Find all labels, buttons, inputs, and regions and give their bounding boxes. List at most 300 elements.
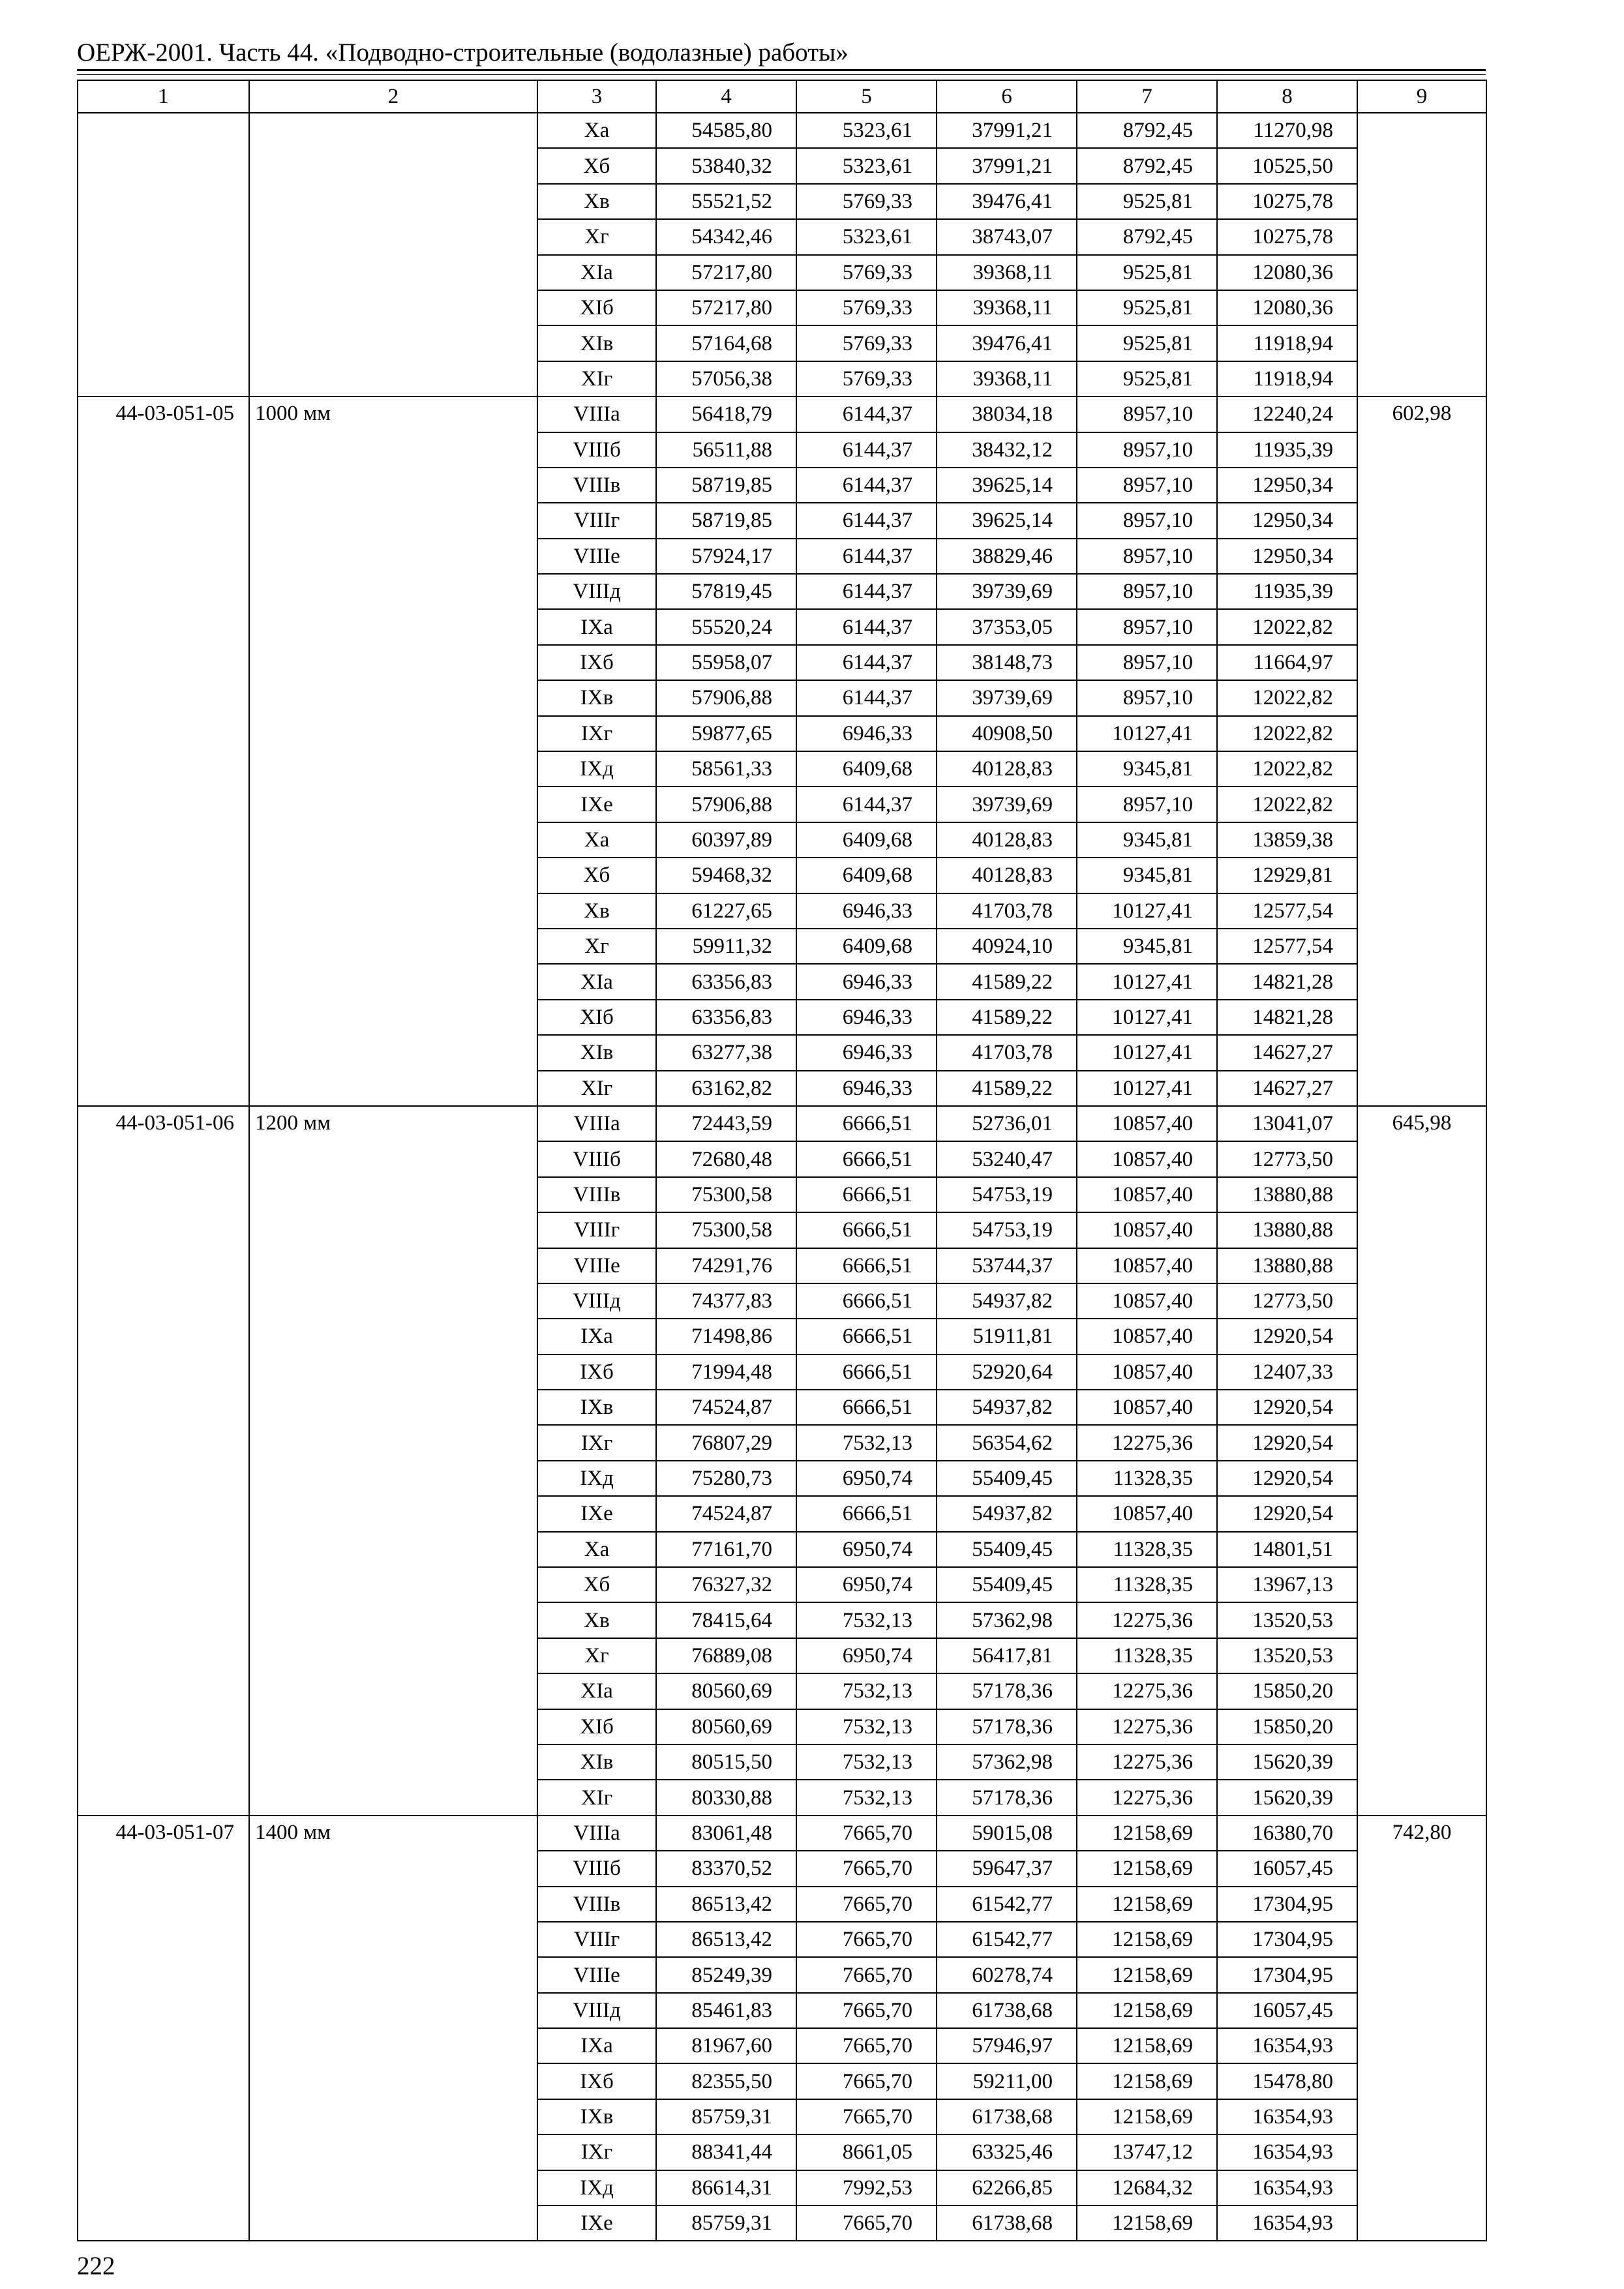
value-cell: 39739,69 (937, 786, 1077, 822)
category-cell: VIIIе (537, 539, 656, 574)
category-cell: IXа (537, 609, 656, 644)
value-cell: 63356,83 (656, 964, 796, 999)
value-cell: 56354,62 (937, 1425, 1077, 1460)
value-cell: 86513,42 (656, 1922, 796, 1957)
column-9-cell: 645,98 (1357, 1106, 1486, 1816)
value-cell: 6666,51 (796, 1106, 937, 1141)
category-cell: XIг (537, 361, 656, 396)
value-cell: 6144,37 (796, 786, 937, 822)
value-cell: 57906,88 (656, 680, 796, 715)
value-cell: 85249,39 (656, 1957, 796, 1992)
value-cell: 74524,87 (656, 1496, 796, 1531)
value-cell: 57362,98 (937, 1602, 1077, 1638)
value-cell: 41703,78 (937, 893, 1077, 929)
value-cell: 10275,78 (1217, 219, 1357, 254)
value-cell: 40924,10 (937, 929, 1077, 964)
value-cell: 56418,79 (656, 396, 796, 432)
value-cell: 15478,80 (1217, 2063, 1357, 2099)
value-cell: 11328,35 (1077, 1638, 1217, 1673)
value-cell: 75300,58 (656, 1212, 796, 1248)
category-cell: IXд (537, 1461, 656, 1496)
value-cell: 7665,70 (796, 2206, 937, 2241)
column-number-row (78, 80, 1486, 113)
value-cell: 8957,10 (1077, 786, 1217, 822)
value-cell: 12275,36 (1077, 1673, 1217, 1709)
value-cell: 55521,52 (656, 184, 796, 219)
value-cell: 12158,69 (1077, 2099, 1217, 2134)
value-cell: 16354,93 (1217, 2206, 1357, 2241)
value-cell: 6144,37 (796, 645, 937, 680)
value-cell: 63356,83 (656, 1000, 796, 1035)
value-cell: 88341,44 (656, 2134, 796, 2170)
value-cell: 11918,94 (1217, 325, 1357, 361)
category-cell: VIIIд (537, 574, 656, 609)
column-9-cell: 742,80 (1357, 1816, 1486, 2241)
value-cell: 6666,51 (796, 1177, 937, 1212)
value-cell: 16354,93 (1217, 2170, 1357, 2206)
value-cell: 58719,85 (656, 468, 796, 503)
category-cell: VIIIд (537, 1283, 656, 1319)
value-cell: 12684,32 (1077, 2170, 1217, 2206)
diameter-cell: 1200 мм (249, 1106, 537, 1816)
value-cell: 12920,54 (1217, 1390, 1357, 1425)
category-cell: Xв (537, 1602, 656, 1638)
value-cell: 12158,69 (1077, 1887, 1217, 1922)
value-cell: 11270,98 (1217, 113, 1357, 148)
value-cell: 5769,33 (796, 255, 937, 290)
value-cell: 37991,21 (937, 113, 1077, 148)
value-cell: 6950,74 (796, 1638, 937, 1673)
value-cell: 75300,58 (656, 1177, 796, 1212)
column-header: 5 (796, 80, 937, 113)
category-cell: Xб (537, 1567, 656, 1602)
value-cell: 6666,51 (796, 1354, 937, 1390)
rate-code-cell: 44-03-051-07 (78, 1816, 249, 2241)
value-cell: 54753,19 (937, 1177, 1077, 1212)
value-cell: 6144,37 (796, 574, 937, 609)
table-body (78, 113, 1486, 2241)
value-cell: 51911,81 (937, 1319, 1077, 1354)
value-cell: 5323,61 (796, 219, 937, 254)
value-cell: 58719,85 (656, 503, 796, 538)
value-cell: 61542,77 (937, 1887, 1077, 1922)
value-cell: 10857,40 (1077, 1283, 1217, 1319)
value-cell: 17304,95 (1217, 1922, 1357, 1957)
value-cell: 12920,54 (1217, 1496, 1357, 1531)
value-cell: 12275,36 (1077, 1602, 1217, 1638)
value-cell: 39368,11 (937, 255, 1077, 290)
value-cell: 13859,38 (1217, 822, 1357, 858)
value-cell: 6409,68 (796, 929, 937, 964)
value-cell: 5769,33 (796, 184, 937, 219)
value-cell: 55409,45 (937, 1532, 1077, 1567)
value-cell: 13041,07 (1217, 1106, 1357, 1141)
value-cell: 86614,31 (656, 2170, 796, 2206)
value-cell: 41589,22 (937, 964, 1077, 999)
column-header: 7 (1077, 80, 1217, 113)
value-cell: 85759,31 (656, 2099, 796, 2134)
category-cell: VIIIг (537, 503, 656, 538)
category-cell: VIIIд (537, 1993, 656, 2028)
category-cell: VIIIе (537, 1248, 656, 1283)
value-cell: 9525,81 (1077, 361, 1217, 396)
value-cell: 10857,40 (1077, 1106, 1217, 1141)
category-cell: XIв (537, 1744, 656, 1780)
value-cell: 12920,54 (1217, 1461, 1357, 1496)
value-cell: 9345,81 (1077, 929, 1217, 964)
value-cell: 6144,37 (796, 680, 937, 715)
value-cell: 57362,98 (937, 1744, 1077, 1780)
value-cell: 61542,77 (937, 1922, 1077, 1957)
value-cell: 6144,37 (796, 396, 937, 432)
category-cell: Xб (537, 148, 656, 183)
value-cell: 12158,69 (1077, 2028, 1217, 2063)
category-cell: XIб (537, 290, 656, 325)
value-cell: 7665,70 (796, 1887, 937, 1922)
value-cell: 10857,40 (1077, 1177, 1217, 1212)
value-cell: 8792,45 (1077, 148, 1217, 183)
value-cell: 8957,10 (1077, 468, 1217, 503)
value-cell: 55958,07 (656, 645, 796, 680)
value-cell: 12158,69 (1077, 1816, 1217, 1851)
rate-code-cell: 44-03-051-06 (78, 1106, 249, 1816)
value-cell: 16354,93 (1217, 2134, 1357, 2170)
category-cell: VIIIв (537, 1887, 656, 1922)
value-cell: 54937,82 (937, 1390, 1077, 1425)
value-cell: 53240,47 (937, 1141, 1077, 1176)
category-cell: IXг (537, 716, 656, 751)
value-cell: 55409,45 (937, 1461, 1077, 1496)
column-9-cell (1357, 113, 1486, 396)
value-cell: 12275,36 (1077, 1709, 1217, 1744)
value-cell: 57924,17 (656, 539, 796, 574)
value-cell: 6666,51 (796, 1390, 937, 1425)
value-cell: 13880,88 (1217, 1177, 1357, 1212)
value-cell: 12158,69 (1077, 2063, 1217, 2099)
category-cell: VIIIг (537, 1212, 656, 1248)
value-cell: 58561,33 (656, 751, 796, 786)
value-cell: 55520,24 (656, 609, 796, 644)
value-cell: 14627,27 (1217, 1035, 1357, 1070)
column-header: 9 (1357, 80, 1486, 113)
value-cell: 74377,83 (656, 1283, 796, 1319)
value-cell: 56511,88 (656, 432, 796, 468)
value-cell: 10857,40 (1077, 1319, 1217, 1354)
value-cell: 71994,48 (656, 1354, 796, 1390)
category-cell: Xв (537, 893, 656, 929)
value-cell: 38829,46 (937, 539, 1077, 574)
value-cell: 85461,83 (656, 1993, 796, 2028)
value-cell: 55409,45 (937, 1567, 1077, 1602)
value-cell: 6946,33 (796, 964, 937, 999)
category-cell: Xа (537, 113, 656, 148)
value-cell: 74291,76 (656, 1248, 796, 1283)
value-cell: 10857,40 (1077, 1390, 1217, 1425)
value-cell: 57217,80 (656, 290, 796, 325)
value-cell: 57178,36 (937, 1780, 1077, 1815)
category-cell: VIIIб (537, 432, 656, 468)
value-cell: 7665,70 (796, 2063, 937, 2099)
value-cell: 6946,33 (796, 1071, 937, 1106)
value-cell: 14801,51 (1217, 1532, 1357, 1567)
value-cell: 12158,69 (1077, 1993, 1217, 2028)
category-cell: VIIIа (537, 1106, 656, 1141)
column-header: 1 (78, 80, 249, 113)
value-cell: 13880,88 (1217, 1248, 1357, 1283)
value-cell: 61738,68 (937, 1993, 1077, 2028)
category-cell: VIIIе (537, 1957, 656, 1992)
value-cell: 6144,37 (796, 609, 937, 644)
value-cell: 10275,78 (1217, 184, 1357, 219)
document-title: ОЕРЖ-2001. Часть 44. «Подводно-строительные (водолазные) работы» (77, 38, 849, 67)
value-cell: 41589,22 (937, 1071, 1077, 1106)
value-cell: 56417,81 (937, 1638, 1077, 1673)
value-cell: 14821,28 (1217, 964, 1357, 999)
value-cell: 85759,31 (656, 2206, 796, 2241)
value-cell: 10857,40 (1077, 1496, 1217, 1531)
value-cell: 12773,50 (1217, 1283, 1357, 1319)
value-cell: 12158,69 (1077, 1957, 1217, 1992)
value-cell: 6666,51 (796, 1319, 937, 1354)
category-cell: VIIIв (537, 468, 656, 503)
category-cell: IXг (537, 2134, 656, 2170)
category-cell: IXе (537, 1496, 656, 1531)
value-cell: 16057,45 (1217, 1851, 1357, 1886)
value-cell: 12773,50 (1217, 1141, 1357, 1176)
value-cell: 40908,50 (937, 716, 1077, 751)
value-cell: 62266,85 (937, 2170, 1077, 2206)
value-cell: 12022,82 (1217, 716, 1357, 751)
category-cell: IXа (537, 1319, 656, 1354)
category-cell: IXв (537, 1390, 656, 1425)
value-cell: 39476,41 (937, 184, 1077, 219)
column-header: 3 (537, 80, 656, 113)
value-cell: 82355,50 (656, 2063, 796, 2099)
value-cell: 71498,86 (656, 1319, 796, 1354)
value-cell: 59877,65 (656, 716, 796, 751)
value-cell: 59015,08 (937, 1816, 1077, 1851)
value-cell: 57906,88 (656, 786, 796, 822)
category-cell: Xб (537, 858, 656, 893)
category-cell: XIг (537, 1071, 656, 1106)
value-cell: 7665,70 (796, 1993, 937, 2028)
category-cell: VIIIг (537, 1922, 656, 1957)
value-cell: 41703,78 (937, 1035, 1077, 1070)
value-cell: 8957,10 (1077, 539, 1217, 574)
value-cell: 15850,20 (1217, 1709, 1357, 1744)
value-cell: 72680,48 (656, 1141, 796, 1176)
category-cell: IXв (537, 680, 656, 715)
value-cell: 10127,41 (1077, 964, 1217, 999)
value-cell: 72443,59 (656, 1106, 796, 1141)
value-cell: 15620,39 (1217, 1744, 1357, 1780)
value-cell: 17304,95 (1217, 1957, 1357, 1992)
value-cell: 8792,45 (1077, 113, 1217, 148)
category-cell: IXб (537, 2063, 656, 2099)
value-cell: 12022,82 (1217, 609, 1357, 644)
value-cell: 54342,46 (656, 219, 796, 254)
value-cell: 76807,29 (656, 1425, 796, 1460)
value-cell: 10127,41 (1077, 1071, 1217, 1106)
value-cell: 11328,35 (1077, 1567, 1217, 1602)
category-cell: IXд (537, 2170, 656, 2206)
table-row (78, 396, 1486, 432)
value-cell: 10857,40 (1077, 1141, 1217, 1176)
value-cell: 12022,82 (1217, 786, 1357, 822)
category-cell: XIа (537, 1673, 656, 1709)
category-cell: XIг (537, 1780, 656, 1815)
category-cell: VIIIа (537, 396, 656, 432)
value-cell: 57946,97 (937, 2028, 1077, 2063)
value-cell: 12577,54 (1217, 929, 1357, 964)
category-cell: XIв (537, 325, 656, 361)
value-cell: 12950,34 (1217, 503, 1357, 538)
category-cell: IXв (537, 2099, 656, 2134)
value-cell: 53840,32 (656, 148, 796, 183)
diameter-cell (249, 113, 537, 396)
value-cell: 12275,36 (1077, 1780, 1217, 1815)
value-cell: 6950,74 (796, 1461, 937, 1496)
value-cell: 12920,54 (1217, 1425, 1357, 1460)
value-cell: 60278,74 (937, 1957, 1077, 1992)
category-cell: VIIIб (537, 1141, 656, 1176)
value-cell: 37353,05 (937, 609, 1077, 644)
value-cell: 6946,33 (796, 1000, 937, 1035)
category-cell: XIв (537, 1035, 656, 1070)
value-cell: 7665,70 (796, 1922, 937, 1957)
value-cell: 76889,08 (656, 1638, 796, 1673)
header-rule-thin (77, 74, 1486, 75)
value-cell: 54937,82 (937, 1496, 1077, 1531)
rates-table (77, 80, 1487, 2241)
value-cell: 7532,13 (796, 1673, 937, 1709)
value-cell: 78415,64 (656, 1602, 796, 1638)
value-cell: 39625,14 (937, 468, 1077, 503)
value-cell: 54753,19 (937, 1212, 1077, 1248)
value-cell: 40128,83 (937, 858, 1077, 893)
value-cell: 38743,07 (937, 219, 1077, 254)
value-cell: 63325,46 (937, 2134, 1077, 2170)
value-cell: 6666,51 (796, 1212, 937, 1248)
value-cell: 11328,35 (1077, 1532, 1217, 1567)
value-cell: 77161,70 (656, 1532, 796, 1567)
value-cell: 14627,27 (1217, 1071, 1357, 1106)
column-header: 4 (656, 80, 796, 113)
value-cell: 40128,83 (937, 751, 1077, 786)
value-cell: 10857,40 (1077, 1212, 1217, 1248)
value-cell: 8957,10 (1077, 432, 1217, 468)
value-cell: 12929,81 (1217, 858, 1357, 893)
value-cell: 10127,41 (1077, 893, 1217, 929)
category-cell: Xа (537, 1532, 656, 1567)
column-header: 2 (249, 80, 537, 113)
value-cell: 8957,10 (1077, 396, 1217, 432)
rate-code-cell (78, 113, 249, 396)
value-cell: 5769,33 (796, 290, 937, 325)
table-row (78, 1106, 1486, 1141)
value-cell: 80560,69 (656, 1709, 796, 1744)
value-cell: 38034,18 (937, 396, 1077, 432)
value-cell: 11918,94 (1217, 361, 1357, 396)
value-cell: 54585,80 (656, 113, 796, 148)
value-cell: 12022,82 (1217, 680, 1357, 715)
value-cell: 6666,51 (796, 1283, 937, 1319)
category-cell: IXб (537, 645, 656, 680)
value-cell: 10127,41 (1077, 1000, 1217, 1035)
value-cell: 57178,36 (937, 1709, 1077, 1744)
value-cell: 13747,12 (1077, 2134, 1217, 2170)
value-cell: 7665,70 (796, 1851, 937, 1886)
value-cell: 41589,22 (937, 1000, 1077, 1035)
value-cell: 7532,13 (796, 1744, 937, 1780)
diameter-cell: 1000 мм (249, 396, 537, 1106)
value-cell: 76327,32 (656, 1567, 796, 1602)
value-cell: 12275,36 (1077, 1744, 1217, 1780)
value-cell: 6666,51 (796, 1141, 937, 1176)
value-cell: 12577,54 (1217, 893, 1357, 929)
category-cell: IXг (537, 1425, 656, 1460)
value-cell: 52736,01 (937, 1106, 1077, 1141)
value-cell: 13520,53 (1217, 1602, 1357, 1638)
diameter-cell: 1400 мм (249, 1816, 537, 2241)
value-cell: 57819,45 (656, 574, 796, 609)
value-cell: 60397,89 (656, 822, 796, 858)
value-cell: 12158,69 (1077, 2206, 1217, 2241)
value-cell: 8957,10 (1077, 645, 1217, 680)
value-cell: 12240,24 (1217, 396, 1357, 432)
value-cell: 61227,65 (656, 893, 796, 929)
value-cell: 86513,42 (656, 1887, 796, 1922)
value-cell: 83370,52 (656, 1851, 796, 1886)
value-cell: 6946,33 (796, 716, 937, 751)
value-cell: 7532,13 (796, 1425, 937, 1460)
value-cell: 59211,00 (937, 2063, 1077, 2099)
value-cell: 7665,70 (796, 2028, 937, 2063)
value-cell: 13880,88 (1217, 1212, 1357, 1248)
category-cell: Xг (537, 219, 656, 254)
value-cell: 12158,69 (1077, 1922, 1217, 1957)
value-cell: 7532,13 (796, 1709, 937, 1744)
value-cell: 5769,33 (796, 325, 937, 361)
value-cell: 11935,39 (1217, 432, 1357, 468)
value-cell: 57164,68 (656, 325, 796, 361)
value-cell: 63277,38 (656, 1035, 796, 1070)
value-cell: 15850,20 (1217, 1673, 1357, 1709)
value-cell: 13967,13 (1217, 1567, 1357, 1602)
value-cell: 7992,53 (796, 2170, 937, 2206)
value-cell: 54937,82 (937, 1283, 1077, 1319)
value-cell: 12080,36 (1217, 255, 1357, 290)
value-cell: 7665,70 (796, 1957, 937, 1992)
value-cell: 6409,68 (796, 751, 937, 786)
value-cell: 83061,48 (656, 1816, 796, 1851)
category-cell: IXа (537, 2028, 656, 2063)
value-cell: 5769,33 (796, 361, 937, 396)
value-cell: 12920,54 (1217, 1319, 1357, 1354)
category-cell: IXд (537, 751, 656, 786)
value-cell: 6144,37 (796, 432, 937, 468)
value-cell: 16380,70 (1217, 1816, 1357, 1851)
value-cell: 14821,28 (1217, 1000, 1357, 1035)
value-cell: 7532,13 (796, 1602, 937, 1638)
value-cell: 10127,41 (1077, 716, 1217, 751)
page-number: 222 (77, 2252, 115, 2280)
value-cell: 16354,93 (1217, 2028, 1357, 2063)
value-cell: 38432,12 (937, 432, 1077, 468)
table-row (78, 1816, 1486, 1851)
rate-code-cell: 44-03-051-05 (78, 396, 249, 1106)
value-cell: 6666,51 (796, 1248, 937, 1283)
